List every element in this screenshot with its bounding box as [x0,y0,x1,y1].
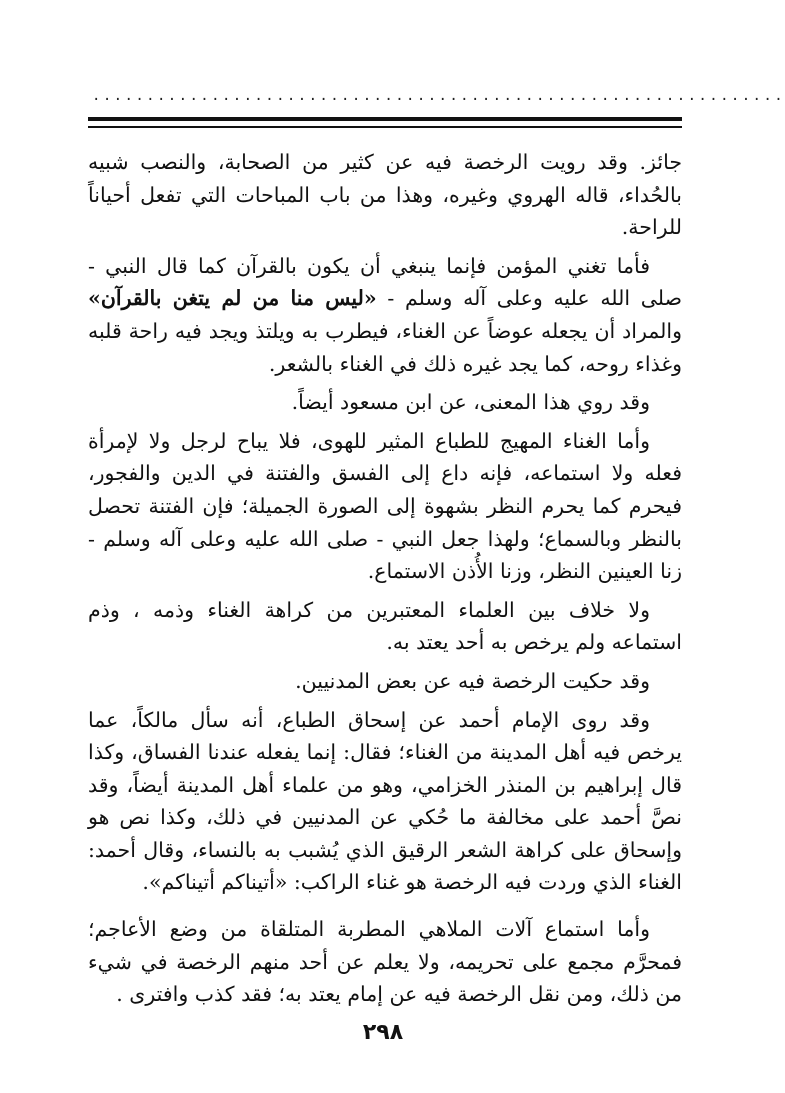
paragraph-2-after: والمراد أن يجعله عوضاً عن الغناء، فيطرب به ويلتذ ويجد فيه راحة قلبه وغذاء روحه، كما يجد غيره ذلك في الغناء بالشعر. [88,318,682,376]
paragraph-4: وأما الغناء المهيج للطباع المثير للهوى، فلا يباح لرجل ولا لإمرأة فعله ولا استماعه، فإنه داع إلى الفسق والفتنة في الدين والفجور، فيحرم كما يحرم النظر بشهوة إلى الصورة الجميلة؛ فإن الفتنة تحصل بالنظر وبالسماع؛ ولهذا جعل النبي - صلى الله عليه وعلى آله وسلم - زنا العينين النظر، وزنا الأُذن الاستماع. [88,428,682,584]
paragraph-1: جائز. وقد رويت الرخصة فيه عن كثير من الصحابة، والنصب شبيه بالحُداء، قاله الهروي وغيره، وهذا من باب المباحات التي تفعل أحياناً للراحة. [88,150,682,240]
paragraph-6: وقد حكيت الرخصة فيه عن بعض المدنيين. [295,668,650,693]
header-rule-thick [88,117,682,121]
paragraph-3: وقد روي هذا المعنى، عن ابن مسعود أيضاً. [291,390,650,415]
page-number: ٢٩٨ [362,1020,404,1045]
page-body [88,146,682,1011]
paragraph-5: ولا خلاف بين العلماء المعتبرين من كراهة الغناء وذمه ، وذم استماعه ولم يرخص به أحد يعتد به. [88,597,682,655]
hadith-quote: «ليس منا من لم يتغن بالقرآن» [88,286,377,311]
paragraph-2 [88,250,682,380]
header-rule-thin [88,126,682,128]
paragraph-8: وأما استماع آلات الملاهي المطربة المتلقاة من وضع الأعاجم؛ فمحرَّم مجمع على تحريمه، ولا يعلم عن أحد منهم الرخصة في شيء من ذلك، ومن نقل الرخصة فيه عن إمام يعتد به؛ فقد كذب وافترى . [88,917,682,1007]
paragraph-2-before: فأما تغني المؤمن فإنما ينبغي أن يكون بالقرآن كما قال النبي - صلى الله عليه وعلى آله وسلم - [88,253,683,311]
header-dotted-line: ................................................................ [92,88,785,104]
paragraph-7: وقد روى الإمام أحمد عن إسحاق الطباع، أنه سأل مالكاً، عما يرخص فيه أهل المدينة من الغناء؛ فقال: إنما يفعله عندنا الفساق، وكذا قال إبراهيم بن المنذر الخزامي، وهو من علماء أهل المدينة أيضاً، وقد نصَّ أحمد على مخالفة ما حُكي عن المدنيين في ذلك، وكذا نص هو وإسحاق على كراهة الشعر الرقيق الذي يُشبب به بالنساء، وقال أحمد: الغناء الذي وردت فيه الرخصة هو غناء الراكب: «أتيناكم أتيناكم». [88,707,682,895]
